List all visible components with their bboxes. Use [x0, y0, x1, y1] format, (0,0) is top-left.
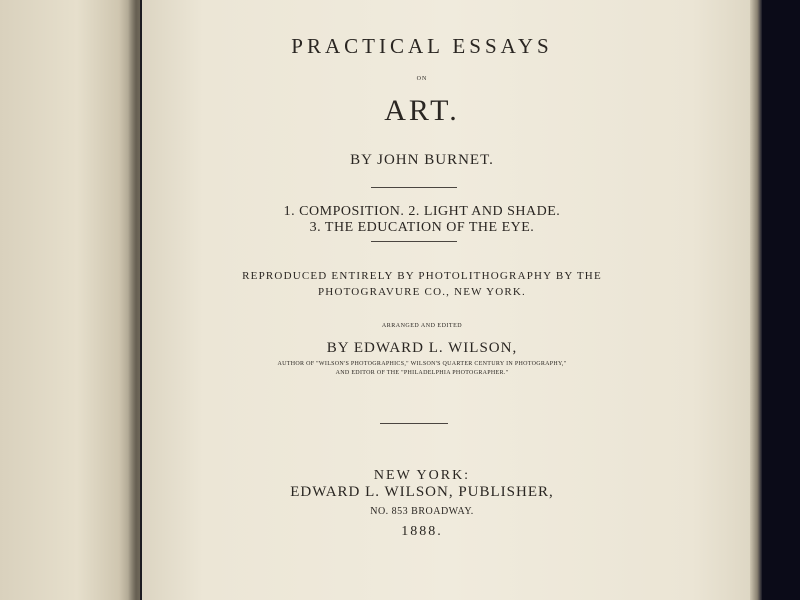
- book-subject: ART.: [384, 94, 460, 127]
- editor-credit-2: AND EDITOR OF THE "PHILADELPHIA PHOTOGRAPHER.": [335, 370, 509, 376]
- arranged-label: ARRANGED AND EDITED: [381, 323, 463, 329]
- page-edge: [750, 0, 762, 600]
- contents-line-2: 3. THE EDUCATION OF THE EYE.: [309, 220, 535, 235]
- publisher-address: NO. 853 BROADWAY.: [370, 506, 474, 517]
- contents-line-1: 1. COMPOSITION. 2. LIGHT AND SHADE.: [283, 204, 561, 219]
- editor-line: BY EDWARD L. WILSON,: [326, 340, 518, 356]
- divider-rule: [371, 241, 457, 242]
- publication-city: NEW YORK:: [373, 468, 471, 483]
- book-title: PRACTICAL ESSAYS: [291, 34, 553, 58]
- title-connector: ON: [416, 76, 428, 82]
- author-line: BY JOHN BURNET.: [350, 152, 494, 168]
- editor-credit-1: AUTHOR OF "WILSON'S PHOTOGRAPHICS," WILSON'S QUARTER CENTURY IN PHOTOGRAPHY,": [277, 361, 567, 367]
- divider-rule: [371, 187, 457, 188]
- left-page: [0, 0, 140, 600]
- divider-rule: [380, 423, 448, 424]
- publisher-line: EDWARD L. WILSON, PUBLISHER,: [290, 484, 554, 500]
- reproduction-note-1: REPRODUCED ENTIRELY BY PHOTOLITHOGRAPHY BY THE: [242, 270, 602, 282]
- reproduction-note-2: PHOTOGRAVURE CO., NEW YORK.: [317, 286, 526, 298]
- publication-year: 1888.: [401, 524, 443, 539]
